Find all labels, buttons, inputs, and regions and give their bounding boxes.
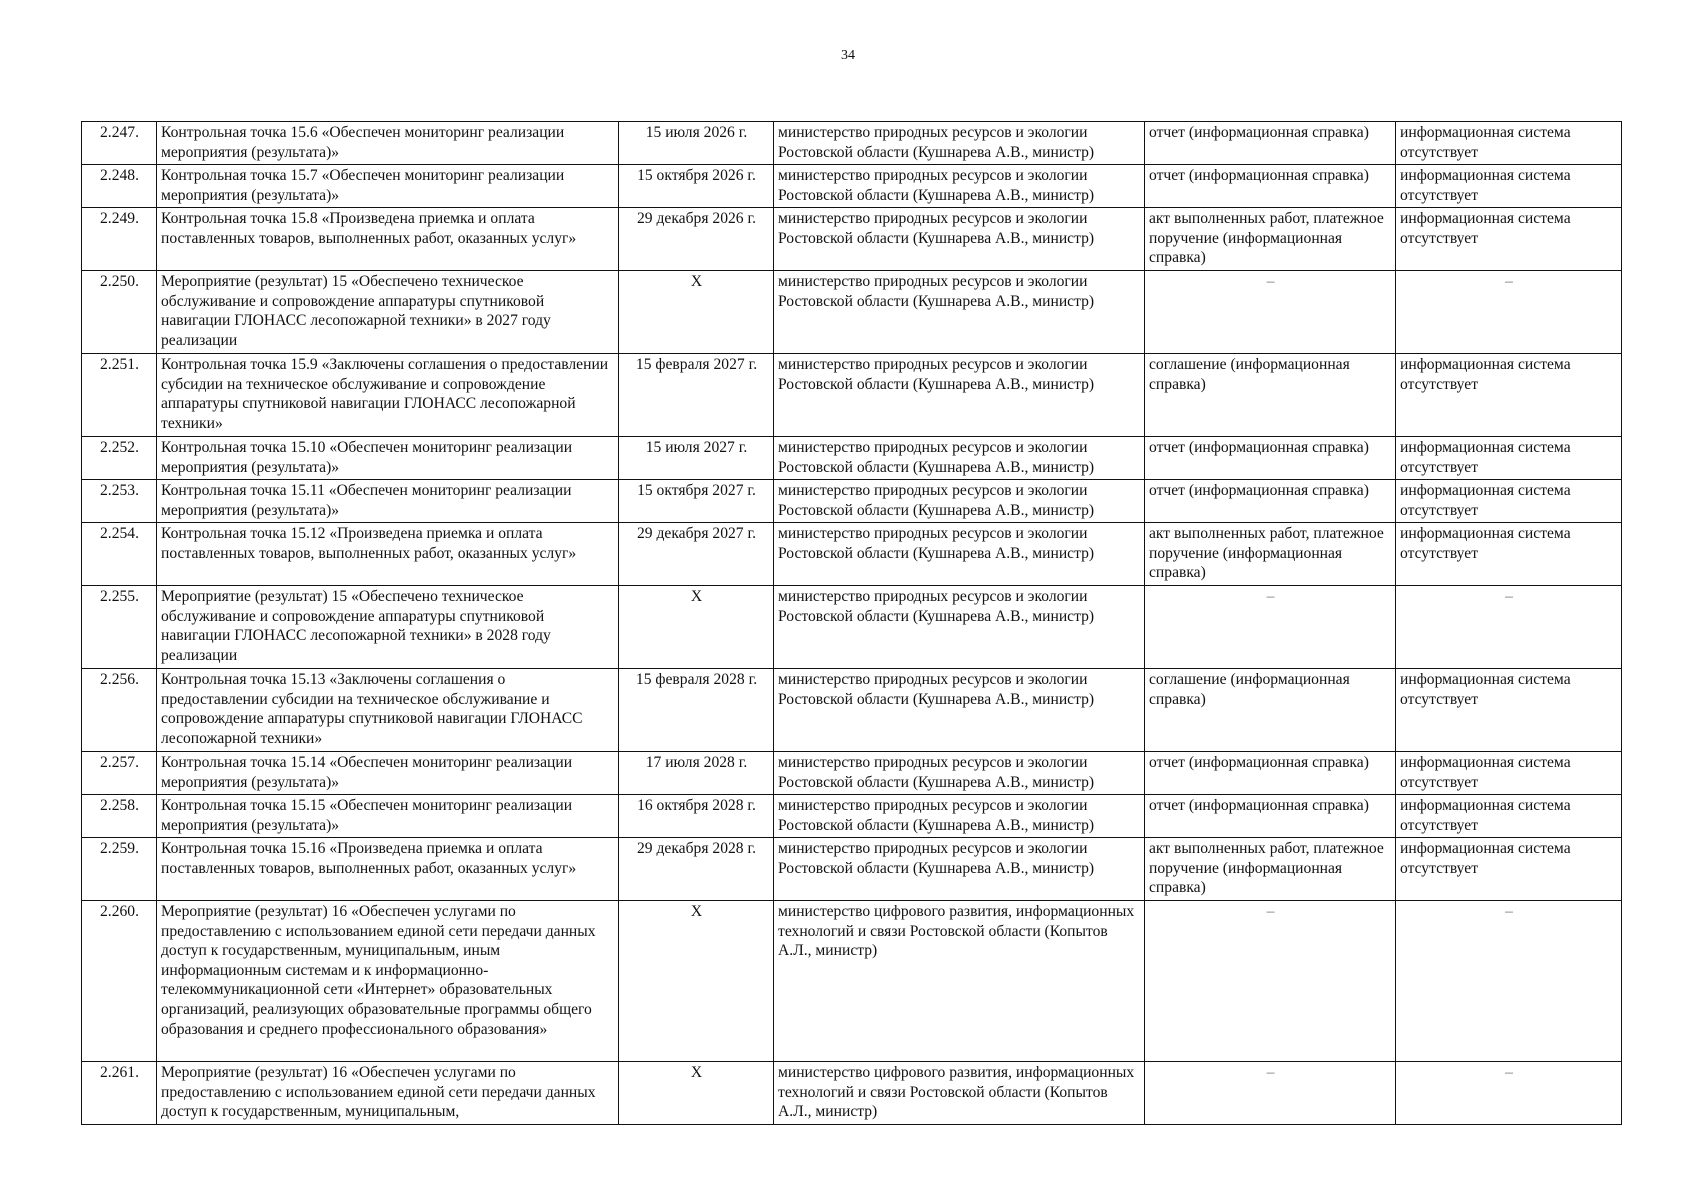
row-number: 2.250. xyxy=(82,271,157,354)
responsible-executor: министерство природных ресурсов и экологии Ростовской области (Кушнарева А.В., министр) xyxy=(774,354,1145,437)
due-date: 15 октября 2026 г. xyxy=(619,165,774,208)
information-system: информационная система отсутствует xyxy=(1396,208,1622,271)
due-date: 15 октября 2027 г. xyxy=(619,480,774,523)
table-row xyxy=(82,1062,1622,1125)
responsible-executor: министерство природных ресурсов и экологии Ростовской области (Кушнарева А.В., министр) xyxy=(774,271,1145,354)
confirming-document: отчет (информационная справка) xyxy=(1145,122,1396,165)
information-system: информационная система отсутствует xyxy=(1396,523,1622,586)
responsible-executor: министерство природных ресурсов и экологии Ростовской области (Кушнарева А.В., министр) xyxy=(774,480,1145,523)
responsible-executor: министерство природных ресурсов и экологии Ростовской области (Кушнарева А.В., министр) xyxy=(774,165,1145,208)
table-row xyxy=(82,437,1622,480)
confirming-document: акт выполненных работ, платежное поручение (информационная справка) xyxy=(1145,208,1396,271)
responsible-executor: министерство природных ресурсов и экологии Ростовской области (Кушнарева А.В., министр) xyxy=(774,437,1145,480)
due-date: 15 июля 2026 г. xyxy=(619,122,774,165)
activity-name: Контрольная точка 15.10 «Обеспечен мониторинг реализации мероприятия (результата)» xyxy=(157,437,619,480)
activity-name: Мероприятие (результат) 16 «Обеспечен услугами по предоставлению с использованием единой сети передачи данных доступ к государственным, муниципальным, иным информационным системам и к информационно-телекоммуникационной сети «Интернет» образовательных организаций, реализующих образовательные программы общего образования и среднего профессионального образования» xyxy=(157,901,619,1062)
due-date: 17 июля 2028 г. xyxy=(619,752,774,795)
information-system: информационная система отсутствует xyxy=(1396,480,1622,523)
table-row xyxy=(82,795,1622,838)
table-row xyxy=(82,208,1622,271)
due-date: 29 декабря 2026 г. xyxy=(619,208,774,271)
row-number: 2.257. xyxy=(82,752,157,795)
table-row xyxy=(82,271,1622,354)
row-number: 2.251. xyxy=(82,354,157,437)
row-number: 2.254. xyxy=(82,523,157,586)
due-date: 16 октября 2028 г. xyxy=(619,795,774,838)
table-row xyxy=(82,586,1622,669)
responsible-executor: министерство природных ресурсов и экологии Ростовской области (Кушнарева А.В., министр) xyxy=(774,208,1145,271)
information-system: информационная система отсутствует xyxy=(1396,122,1622,165)
confirming-document: отчет (информационная справка) xyxy=(1145,480,1396,523)
activity-name: Контрольная точка 15.14 «Обеспечен мониторинг реализации мероприятия (результата)» xyxy=(157,752,619,795)
responsible-executor: министерство природных ресурсов и экологии Ростовской области (Кушнарева А.В., министр) xyxy=(774,795,1145,838)
table-row xyxy=(82,669,1622,752)
confirming-document: – xyxy=(1145,271,1396,354)
table-row xyxy=(82,480,1622,523)
responsible-executor: министерство природных ресурсов и экологии Ростовской области (Кушнарева А.В., министр) xyxy=(774,122,1145,165)
activity-name: Контрольная точка 15.11 «Обеспечен мониторинг реализации мероприятия (результата)» xyxy=(157,480,619,523)
row-number: 2.247. xyxy=(82,122,157,165)
confirming-document: отчет (информационная справка) xyxy=(1145,437,1396,480)
row-number: 2.255. xyxy=(82,586,157,669)
activity-name: Контрольная точка 15.8 «Произведена приемка и оплата поставленных товаров, выполненных работ, оказанных услуг» xyxy=(157,208,619,271)
confirming-document: соглашение (информационная справка) xyxy=(1145,669,1396,752)
due-date: X xyxy=(619,901,774,1062)
information-system: информационная система отсутствует xyxy=(1396,669,1622,752)
activity-name: Контрольная точка 15.13 «Заключены соглашения о предоставлении субсидии на техническое обслуживание и сопровождение аппаратуры спутниковой навигации ГЛОНАСС лесопожарной техники» xyxy=(157,669,619,752)
row-number: 2.260. xyxy=(82,901,157,1062)
responsible-executor: министерство природных ресурсов и экологии Ростовской области (Кушнарева А.В., министр) xyxy=(774,752,1145,795)
confirming-document: соглашение (информационная справка) xyxy=(1145,354,1396,437)
activity-name: Мероприятие (результат) 15 «Обеспечено техническое обслуживание и сопровождение аппаратуры спутниковой навигации ГЛОНАСС лесопожарной техники» в 2027 году реализации xyxy=(157,271,619,354)
confirming-document: акт выполненных работ, платежное поручение (информационная справка) xyxy=(1145,838,1396,901)
responsible-executor: министерство цифрового развития, информационных технологий и связи Ростовской области (Копытов А.Л., министр) xyxy=(774,901,1145,1062)
table-row xyxy=(82,901,1622,1062)
information-system: – xyxy=(1396,271,1622,354)
row-number: 2.249. xyxy=(82,208,157,271)
due-date: 15 июля 2027 г. xyxy=(619,437,774,480)
activity-name: Контрольная точка 15.15 «Обеспечен мониторинг реализации мероприятия (результата)» xyxy=(157,795,619,838)
activity-name: Контрольная точка 15.16 «Произведена приемка и оплата поставленных товаров, выполненных работ, оказанных услуг» xyxy=(157,838,619,901)
confirming-document: акт выполненных работ, платежное поручение (информационная справка) xyxy=(1145,523,1396,586)
due-date: 29 декабря 2028 г. xyxy=(619,838,774,901)
information-system: информационная система отсутствует xyxy=(1396,354,1622,437)
activity-name: Контрольная точка 15.7 «Обеспечен мониторинг реализации мероприятия (результата)» xyxy=(157,165,619,208)
activity-name: Контрольная точка 15.6 «Обеспечен мониторинг реализации мероприятия (результата)» xyxy=(157,122,619,165)
due-date: X xyxy=(619,1062,774,1125)
confirming-document: – xyxy=(1145,1062,1396,1125)
information-system: информационная система отсутствует xyxy=(1396,838,1622,901)
due-date: X xyxy=(619,271,774,354)
confirming-document: – xyxy=(1145,586,1396,669)
due-date: 15 февраля 2028 г. xyxy=(619,669,774,752)
row-number: 2.252. xyxy=(82,437,157,480)
activity-name: Мероприятие (результат) 16 «Обеспечен услугами по предоставлению с использованием единой сети передачи данных доступ к государственным, муниципальным, xyxy=(157,1062,619,1125)
information-system: – xyxy=(1396,901,1622,1062)
information-system: информационная система отсутствует xyxy=(1396,165,1622,208)
row-number: 2.256. xyxy=(82,669,157,752)
plan-table xyxy=(81,121,1622,1125)
confirming-document: отчет (информационная справка) xyxy=(1145,165,1396,208)
activity-name: Контрольная точка 15.12 «Произведена приемка и оплата поставленных товаров, выполненных работ, оказанных услуг» xyxy=(157,523,619,586)
row-number: 2.253. xyxy=(82,480,157,523)
responsible-executor: министерство природных ресурсов и экологии Ростовской области (Кушнарева А.В., министр) xyxy=(774,669,1145,752)
table-row xyxy=(82,122,1622,165)
table-row xyxy=(82,752,1622,795)
activity-name: Мероприятие (результат) 15 «Обеспечено техническое обслуживание и сопровождение аппаратуры спутниковой навигации ГЛОНАСС лесопожарной техники» в 2028 году реализации xyxy=(157,586,619,669)
information-system: информационная система отсутствует xyxy=(1396,752,1622,795)
table-row xyxy=(82,523,1622,586)
row-number: 2.261. xyxy=(82,1062,157,1125)
information-system: – xyxy=(1396,1062,1622,1125)
table-row xyxy=(82,838,1622,901)
responsible-executor: министерство цифрового развития, информационных технологий и связи Ростовской области (Копытов А.Л., министр) xyxy=(774,1062,1145,1125)
responsible-executor: министерство природных ресурсов и экологии Ростовской области (Кушнарева А.В., министр) xyxy=(774,838,1145,901)
confirming-document: – xyxy=(1145,901,1396,1062)
information-system: информационная система отсутствует xyxy=(1396,437,1622,480)
information-system: – xyxy=(1396,586,1622,669)
page-number: 34 xyxy=(841,48,855,63)
due-date: 29 декабря 2027 г. xyxy=(619,523,774,586)
responsible-executor: министерство природных ресурсов и экологии Ростовской области (Кушнарева А.В., министр) xyxy=(774,523,1145,586)
confirming-document: отчет (информационная справка) xyxy=(1145,795,1396,838)
due-date: 15 февраля 2027 г. xyxy=(619,354,774,437)
table-row xyxy=(82,165,1622,208)
table-row xyxy=(82,354,1622,437)
responsible-executor: министерство природных ресурсов и экологии Ростовской области (Кушнарева А.В., министр) xyxy=(774,586,1145,669)
due-date: X xyxy=(619,586,774,669)
confirming-document: отчет (информационная справка) xyxy=(1145,752,1396,795)
row-number: 2.248. xyxy=(82,165,157,208)
activity-name: Контрольная точка 15.9 «Заключены соглашения о предоставлении субсидии на техническое обслуживание и сопровождение аппаратуры спутниковой навигации ГЛОНАСС лесопожарной техники» xyxy=(157,354,619,437)
row-number: 2.258. xyxy=(82,795,157,838)
information-system: информационная система отсутствует xyxy=(1396,795,1622,838)
row-number: 2.259. xyxy=(82,838,157,901)
